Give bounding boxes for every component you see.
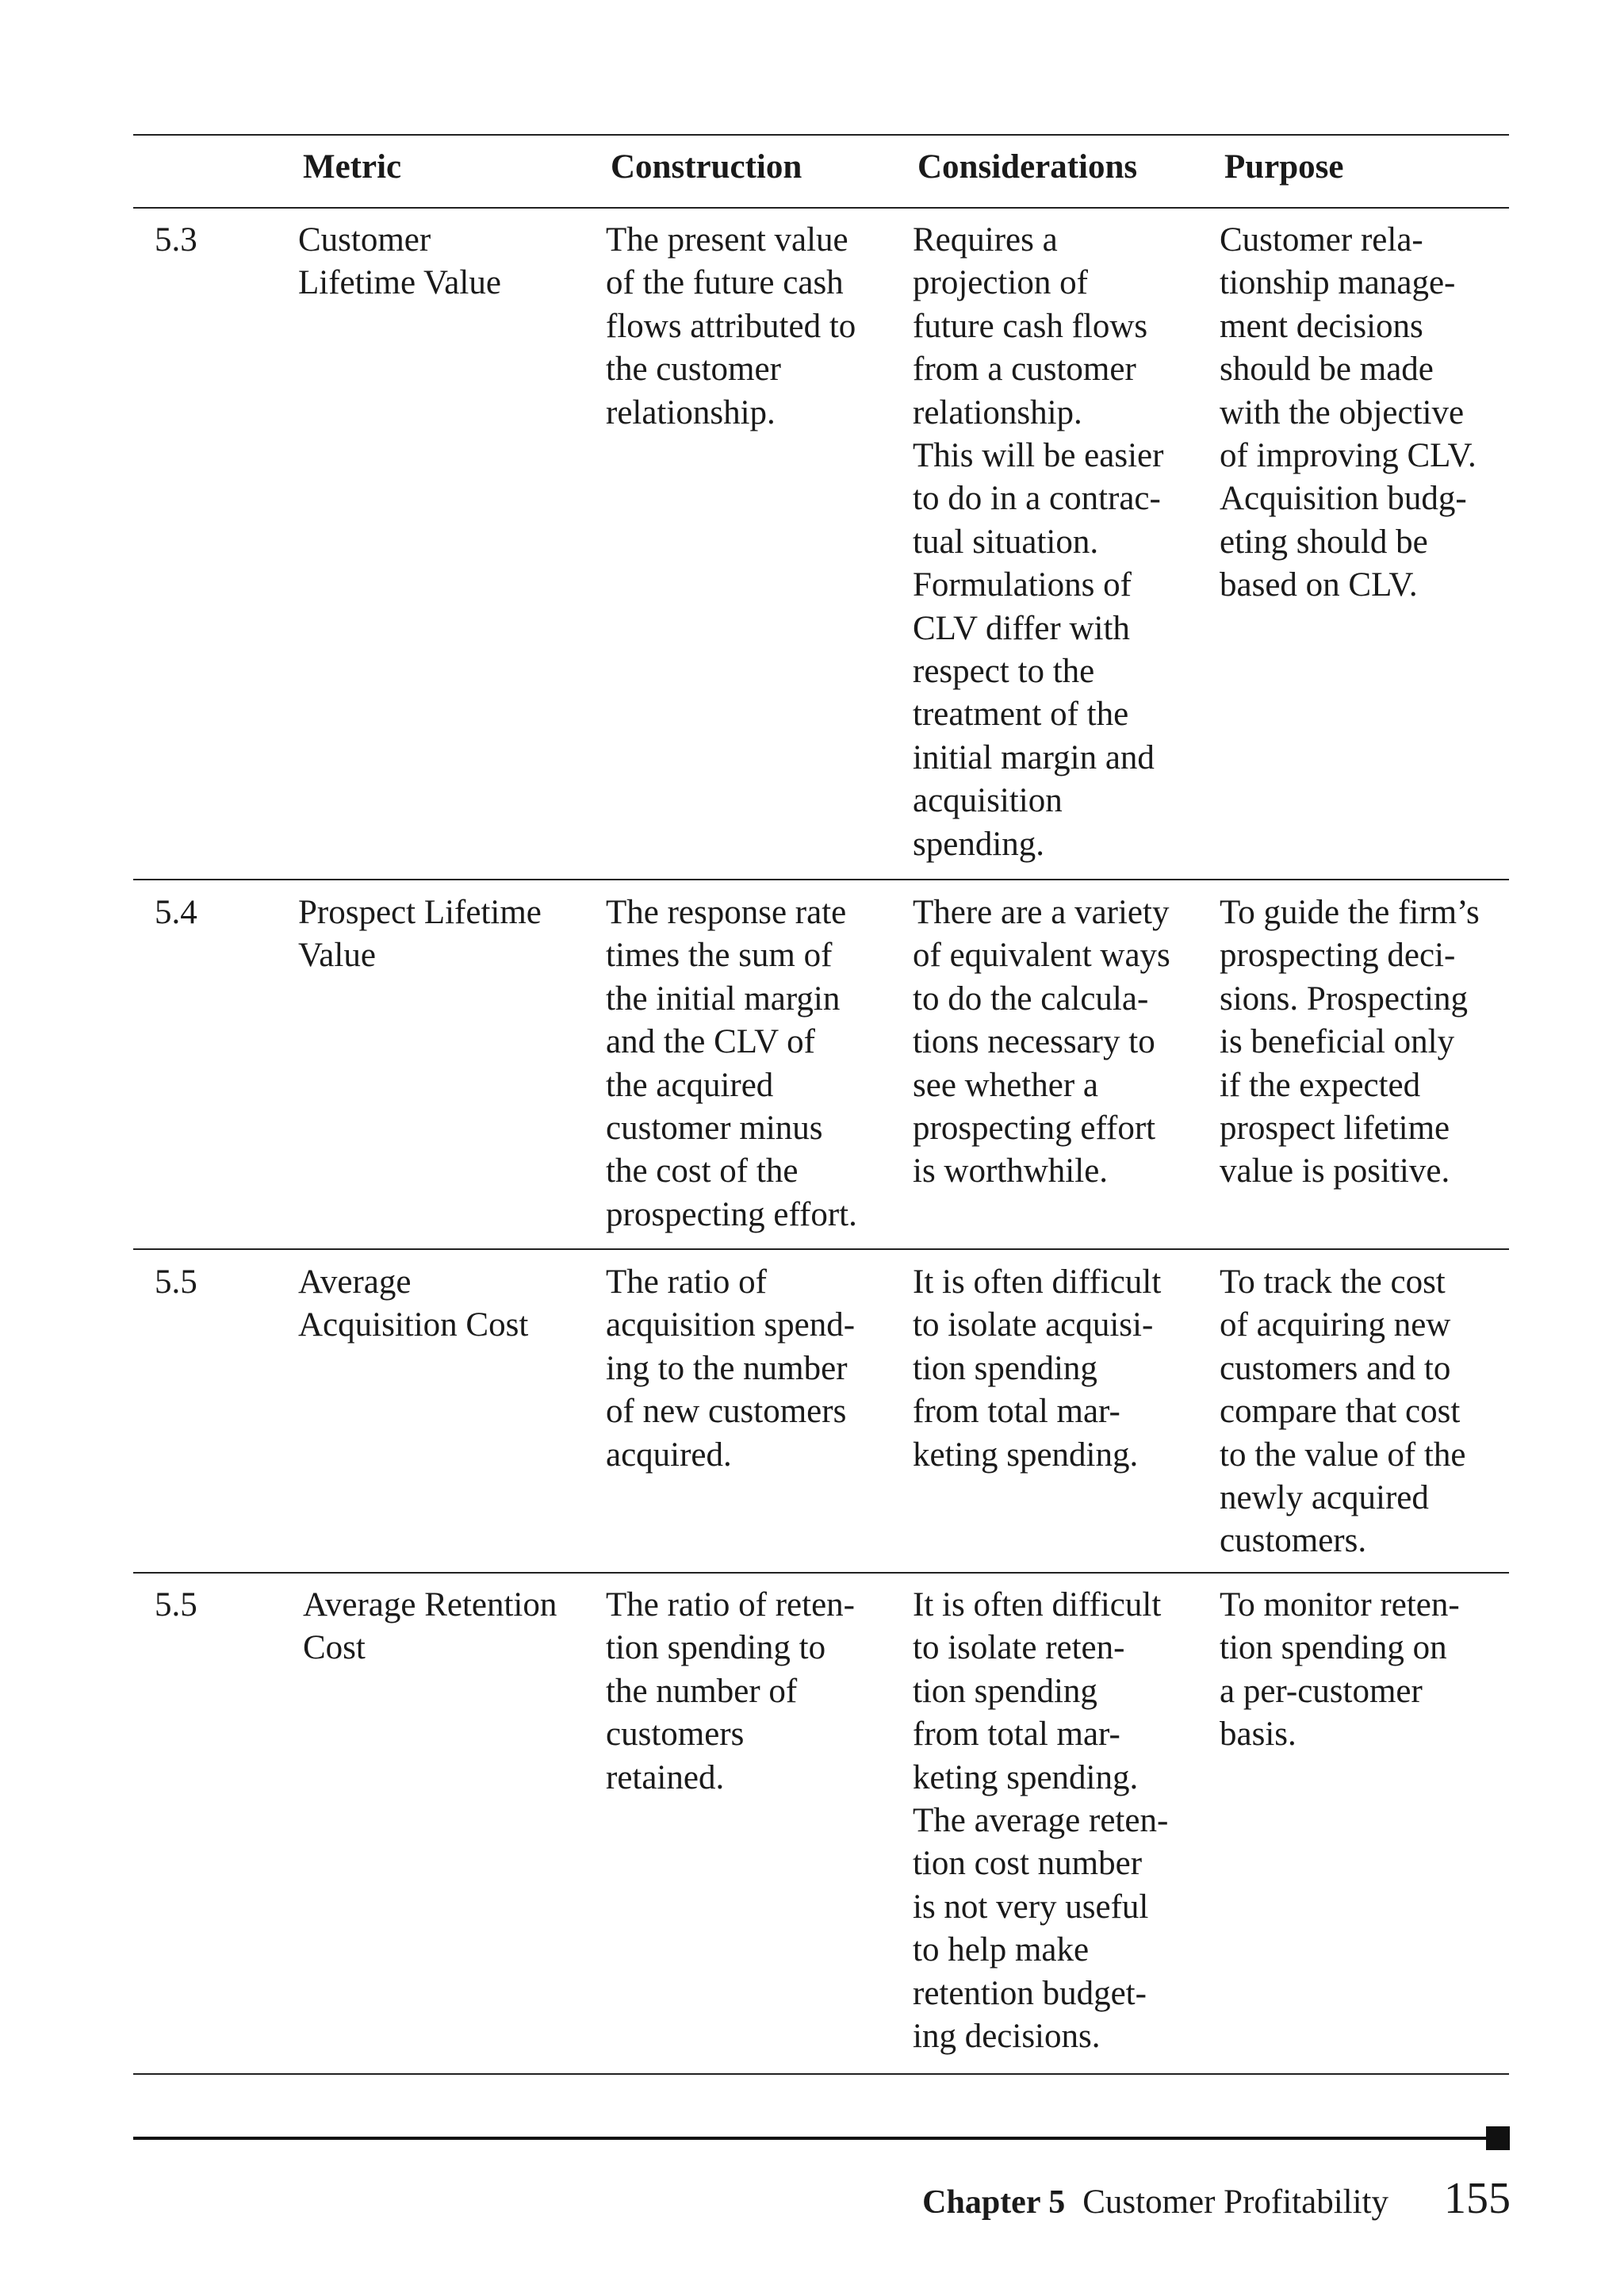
header-metric: Metric [303,148,402,186]
running-footer [922,2173,1511,2224]
row-purpose: To monitor reten- tion spending on a per-customer basis. [1220,1586,1460,1754]
row-purpose: To track the cost of acquiring new customers and to compare that cost to the value of the newly acquired customers. [1220,1263,1466,1560]
row-construction: The ratio of acquisition spend- ing to the number of new customers acquired. [606,1263,856,1474]
chapter-title: Customer Profitability [1082,2183,1388,2221]
header-considerations: Considerations [917,148,1138,186]
page-number: 155 [1444,2174,1511,2223]
row-metric: Average Acquisition Cost [298,1263,529,1344]
row-construction: The response rate times the sum of the initial margin and the CLV of the acquired customer minus the cost of the prospecting effort. [606,894,857,1233]
row-section-number: 5.5 [155,1586,197,1624]
row-metric: Customer Lifetime Value [298,221,501,302]
table-bottom-rule [133,2073,1509,2075]
row-divider [133,1248,1509,1250]
row-considerations: Requires a projection of future cash flows from a customer relationship. This will be easier to do in a contrac- tual situation. Formulations of CLV differ with respect to the treatment of the initial margin and acquisition spending. [913,221,1164,863]
table-top-rule [133,134,1509,136]
row-divider [133,879,1509,880]
row-considerations: There are a variety of equivalent ways to do the calcula- tions necessary to see whether a prospecting effort is worthwhile. [913,894,1170,1190]
row-construction: The present value of the future cash flows attributed to the customer relationship. [606,221,856,431]
header-construction: Construction [611,148,802,186]
header-rule [133,207,1509,209]
row-considerations: It is often difficult to isolate reten- tion spending from total mar- keting spending. The average reten- tion cost number is not very useful to help make retention budget- ing decisions. [913,1586,1169,2056]
row-considerations: It is often difficult to isolate acquisi- tion spending from total mar- keting spending. [913,1263,1162,1474]
row-section-number: 5.3 [155,221,197,259]
header-purpose: Purpose [1224,148,1344,186]
row-construction: The ratio of reten- tion spending to the number of customers retained. [606,1586,855,1796]
row-divider [133,1572,1509,1574]
footer-rule [133,2137,1510,2140]
row-metric: Prospect Lifetime Value [298,894,542,975]
chapter-label: Chapter 5 [922,2184,1066,2221]
row-section-number: 5.4 [155,894,197,931]
row-metric: Average Retention Cost [303,1586,557,1667]
row-section-number: 5.5 [155,1263,197,1301]
row-purpose: Customer rela- tionship manage- ment decisions should be made with the objective of improving CLV. Acquisition budg- eting should be based on CLV. [1220,221,1477,604]
row-purpose: To guide the firm’s prospecting deci- sions. Prospecting is beneficial only if the expected prospect lifetime value is positive. [1220,894,1480,1190]
footer-square-marker [1486,2126,1510,2150]
